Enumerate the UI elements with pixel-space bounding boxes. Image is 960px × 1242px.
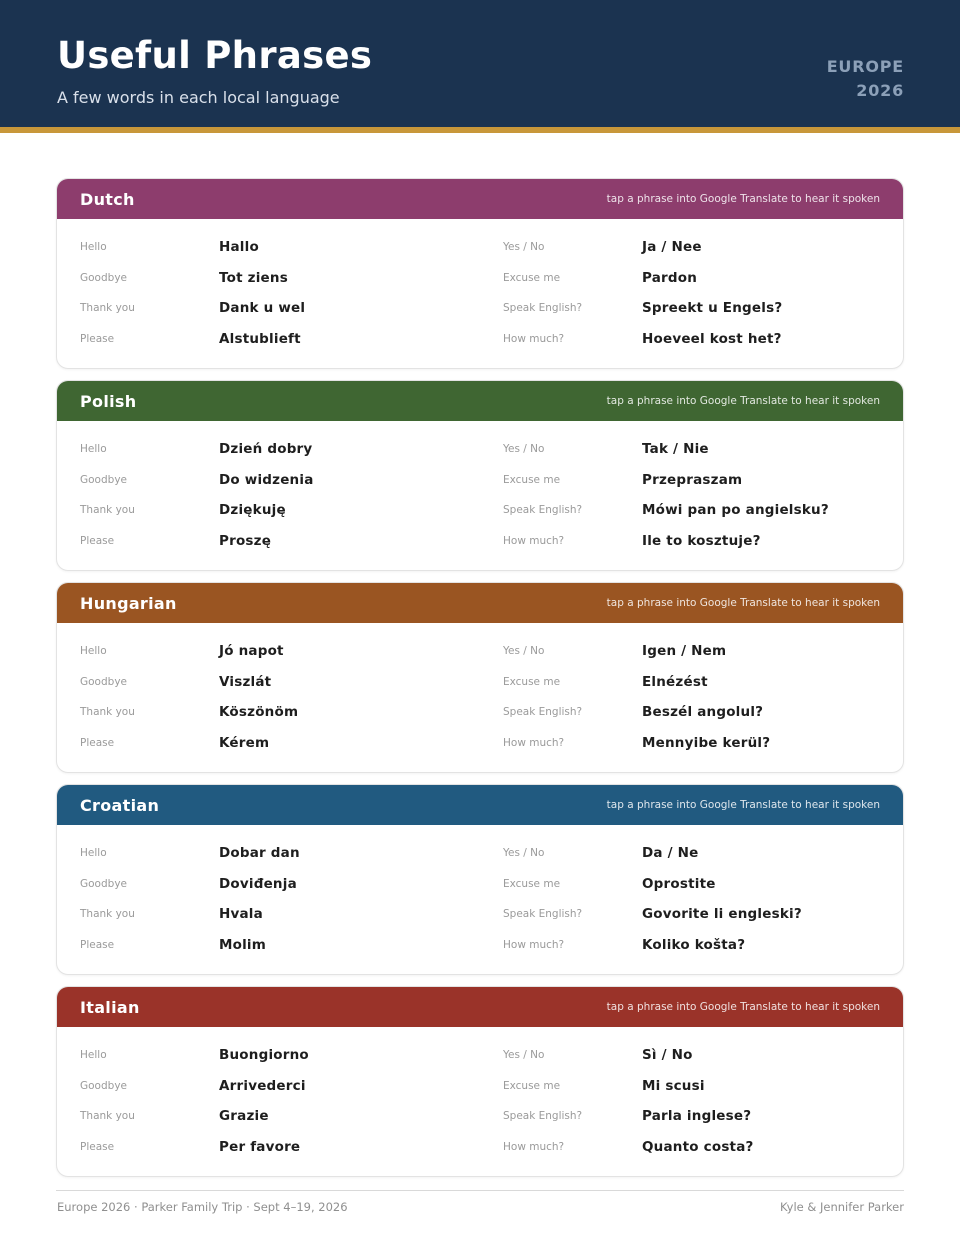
phrase-text: Sì / No [642, 1047, 693, 1063]
phrase-label: Excuse me [503, 676, 561, 688]
language-card-italian [56, 986, 904, 1177]
phrase-label: Yes / No [503, 847, 545, 859]
phrase-label: Please [80, 737, 115, 749]
language-card-header [57, 785, 903, 825]
phrase-label: Thank you [80, 504, 135, 516]
phrase-row [80, 838, 300, 868]
phrase-text: Da / Ne [642, 845, 699, 861]
phrase-label: Excuse me [503, 1080, 561, 1092]
phrase-label: Speak English? [503, 706, 583, 718]
phrase-text: Viszlát [219, 674, 272, 690]
phrase-grid [57, 623, 903, 771]
badge-year: 2026 [856, 81, 904, 100]
phrase-row [80, 465, 314, 495]
language-card-header [57, 381, 903, 421]
phrase-label: How much? [503, 333, 565, 345]
trip-badge [827, 55, 904, 103]
phrase-label: Excuse me [503, 878, 561, 890]
badge-region: EUROPE [826, 57, 904, 76]
phrase-row [80, 636, 284, 666]
phrase-label: How much? [503, 535, 565, 547]
phrase-row [503, 697, 763, 727]
translate-hint: tap a phrase into Google Translate to hear it spoken [606, 193, 880, 205]
phrase-text: Do widzenia [219, 472, 314, 488]
phrase-label: How much? [503, 939, 565, 951]
phrase-label: Speak English? [503, 1110, 583, 1122]
phrase-row [503, 526, 761, 556]
footer-trip-info: Europe 2026 · Parker Family Trip · Sept 4–19, 2026 [57, 1200, 348, 1214]
phrase-text: Ja / Nee [642, 239, 702, 255]
phrase-label: Hello [80, 443, 107, 455]
phrase-text: Dzień dobry [219, 441, 313, 457]
phrase-row [503, 232, 702, 262]
phrase-row [80, 526, 271, 556]
phrase-label: Please [80, 1141, 115, 1153]
phrase-label: Yes / No [503, 645, 545, 657]
phrase-label: How much? [503, 1141, 565, 1153]
phrase-text: Tot ziens [219, 270, 288, 286]
translate-hint: tap a phrase into Google Translate to hear it spoken [606, 799, 880, 811]
language-name: Croatian [80, 795, 160, 815]
phrase-text: Hallo [219, 239, 259, 255]
page-title: Useful Phrases [57, 34, 373, 77]
phrase-label: Yes / No [503, 1049, 545, 1061]
phrase-text: Molim [219, 937, 267, 953]
phrase-row [80, 899, 263, 929]
phrase-row [80, 1101, 269, 1131]
phrase-row [80, 495, 286, 525]
phrase-text: Mówi pan po angielsku? [642, 502, 829, 518]
phrase-row [80, 434, 312, 464]
phrase-row [503, 1040, 693, 1070]
language-card-header [57, 583, 903, 623]
phrase-text: Kérem [219, 735, 270, 751]
phrase-row [503, 465, 742, 495]
phrase-label: Hello [80, 1049, 107, 1061]
phrase-row [503, 636, 726, 666]
phrase-row [503, 930, 745, 960]
phrase-row [80, 1071, 306, 1101]
phrase-label: Hello [80, 847, 107, 859]
phrase-text: Mi scusi [642, 1078, 705, 1094]
language-card-header [57, 987, 903, 1027]
phrase-row [80, 697, 298, 727]
phrase-row [80, 232, 259, 262]
phrase-row [80, 869, 297, 899]
header-accent-rule [0, 127, 960, 133]
language-card-croatian [56, 784, 904, 975]
translate-hint: tap a phrase into Google Translate to hear it spoken [606, 1001, 880, 1013]
phrase-row [80, 728, 269, 758]
phrase-text: Igen / Nem [642, 643, 727, 659]
phrase-label: Goodbye [80, 1080, 127, 1092]
phrase-label: Thank you [80, 1110, 135, 1122]
phrase-row [503, 899, 802, 929]
phrase-label: Excuse me [503, 272, 561, 284]
phrase-text: Tak / Nie [642, 441, 709, 457]
phrase-text: Koliko košta? [642, 937, 746, 953]
phrase-text: Oprostite [642, 876, 716, 892]
phrase-label: Speak English? [503, 302, 583, 314]
phrase-row [80, 324, 301, 354]
phrase-label: Excuse me [503, 474, 561, 486]
phrase-row [80, 263, 288, 293]
phrase-text: Przepraszam [642, 472, 743, 488]
language-card-polish [56, 380, 904, 571]
phrase-text: Grazie [219, 1108, 269, 1124]
phrase-label: Please [80, 939, 115, 951]
phrase-text: Elnézést [642, 674, 708, 690]
phrase-text: Govorite li engleski? [642, 906, 802, 922]
footer-divider [56, 1190, 904, 1191]
language-card-hungarian [56, 582, 904, 773]
language-name: Polish [80, 391, 137, 411]
phrase-row [503, 1071, 705, 1101]
phrase-text: Buongiorno [219, 1047, 309, 1063]
phrase-label: Hello [80, 645, 107, 657]
phrase-text: Beszél angolul? [642, 704, 764, 720]
phrase-row [80, 1132, 300, 1162]
phrase-row [503, 728, 770, 758]
phrase-sections [56, 178, 904, 1188]
phrase-label: Yes / No [503, 443, 545, 455]
phrase-grid [57, 825, 903, 973]
phrase-text: Doviđenja [219, 876, 297, 892]
phrase-label: Speak English? [503, 504, 583, 516]
phrase-label: Thank you [80, 302, 135, 314]
phrase-text: Proszę [219, 533, 272, 549]
phrase-row [503, 1132, 754, 1162]
phrase-label: Thank you [80, 908, 135, 920]
phrase-row [80, 1040, 309, 1070]
translate-hint: tap a phrase into Google Translate to hear it spoken [606, 395, 880, 407]
phrase-grid [57, 219, 903, 367]
phrase-text: Per favore [219, 1139, 301, 1155]
phrase-text: Pardon [642, 270, 698, 286]
phrase-text: Parla inglese? [642, 1108, 752, 1124]
language-name: Hungarian [80, 593, 177, 613]
phrase-row [503, 263, 697, 293]
phrase-row [503, 667, 708, 697]
phrase-label: Please [80, 535, 115, 547]
phrase-label: Goodbye [80, 272, 127, 284]
phrase-text: Arrivederci [219, 1078, 306, 1094]
page-header [0, 0, 960, 127]
phrase-row [503, 495, 829, 525]
phrase-label: How much? [503, 737, 565, 749]
phrase-text: Hvala [219, 906, 263, 922]
phrase-row [80, 293, 305, 323]
phrase-text: Mennyibe kerül? [642, 735, 771, 751]
phrase-text: Dank u wel [219, 300, 306, 316]
phrase-text: Dobar dan [219, 845, 300, 861]
phrase-label: Goodbye [80, 676, 127, 688]
phrase-row [503, 869, 716, 899]
phrase-row [503, 434, 709, 464]
phrase-text: Alstublieft [219, 331, 301, 347]
phrase-row [503, 838, 699, 868]
phrase-text: Quanto costa? [642, 1139, 754, 1155]
phrase-text: Spreekt u Engels? [642, 300, 783, 316]
phrase-label: Speak English? [503, 908, 583, 920]
phrase-row [503, 1101, 751, 1131]
language-name: Dutch [80, 189, 135, 209]
phrase-grid [57, 421, 903, 569]
language-name: Italian [80, 997, 140, 1017]
footer-authors: Kyle & Jennifer Parker [779, 1200, 904, 1214]
phrase-row [80, 930, 266, 960]
phrase-row [503, 293, 782, 323]
phrase-label: Please [80, 333, 115, 345]
language-card-dutch [56, 178, 904, 369]
phrase-row [80, 667, 271, 697]
translate-hint: tap a phrase into Google Translate to hear it spoken [606, 597, 880, 609]
phrase-text: Jó napot [219, 643, 284, 659]
language-card-header [57, 179, 903, 219]
phrase-label: Hello [80, 241, 107, 253]
phrase-text: Köszönöm [219, 704, 299, 720]
phrase-text: Dziękuję [219, 502, 286, 518]
page-subtitle: A few words in each local language [57, 88, 340, 107]
phrase-text: Ile to kosztuje? [642, 533, 761, 549]
phrase-label: Yes / No [503, 241, 545, 253]
phrase-label: Thank you [80, 706, 135, 718]
phrase-label: Goodbye [80, 474, 127, 486]
phrase-text: Hoeveel kost het? [642, 331, 782, 347]
phrase-grid [57, 1027, 903, 1175]
phrase-row [503, 324, 782, 354]
phrase-label: Goodbye [80, 878, 127, 890]
